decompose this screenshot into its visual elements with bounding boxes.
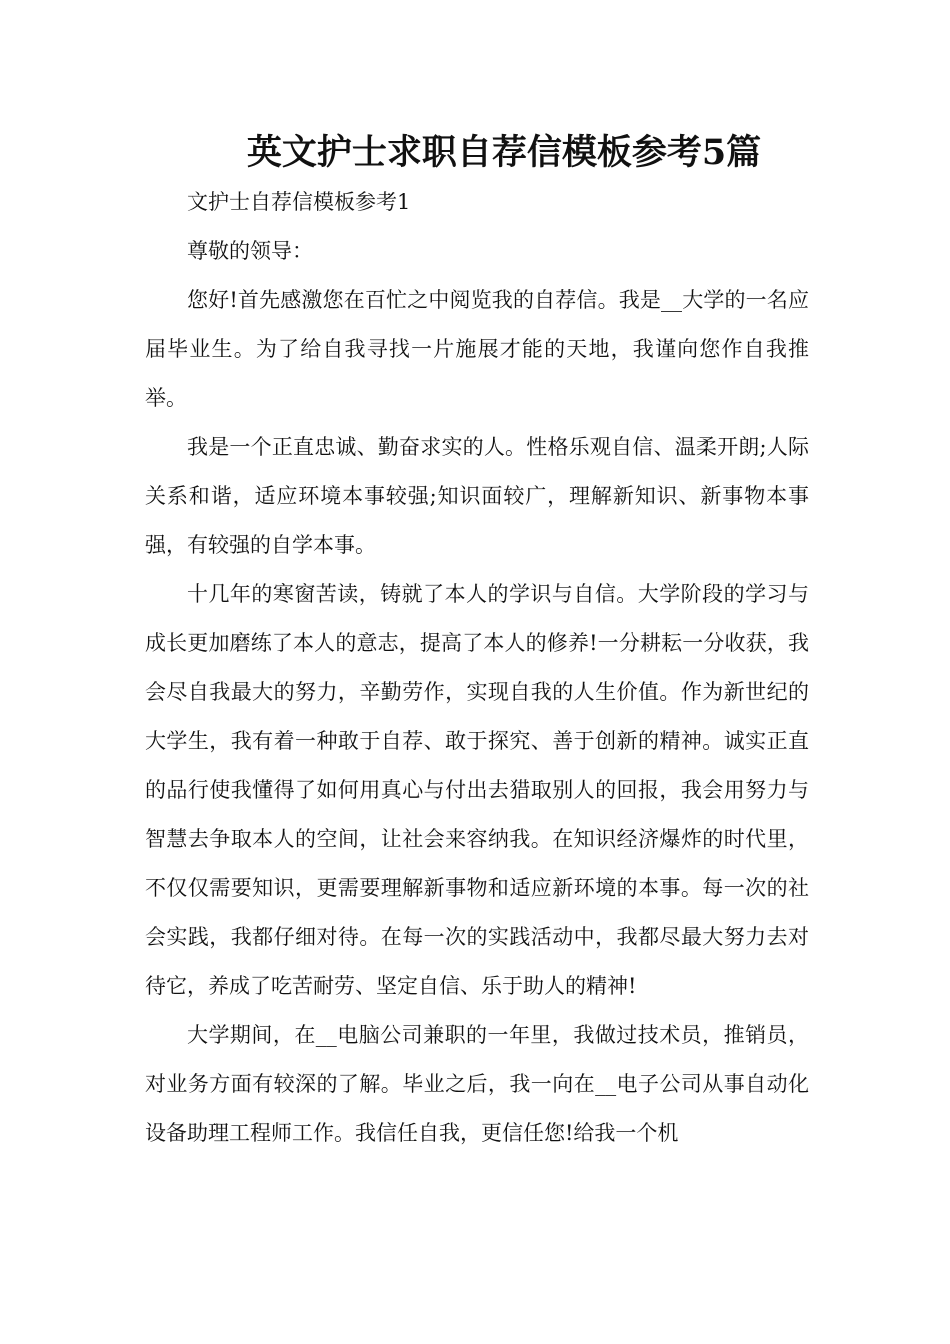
paragraph-education: 十几年的寒窗苦读，铸就了本人的学识与自信。大学阶段的学习与成长更加磨练了本人的意志，提高了本人的修养!一分耕耘一分收获，我会尽自我最大的努力，辛勤劳作，实现自我的人生价值。作为新世纪的大学生，我有着一种敢于自荐、敢于探究、善于创新的精神。诚实正直的品行使我懂得了如何用真心与付出去猎取别人的回报，我会用努力与智慧去争取本人的空间，让社会来容纳我。在知识经济爆炸的时代里，不仅仅需要知识，更需要理解新事物和适应新环境的本事。每一次的社会实践，我都仔细对待。在每一次的实践活动中，我都尽最大努力去对待它，养成了吃苦耐劳、坚定自信、乐于助人的精神! (145, 582, 809, 998)
paragraph-intro: 您好!首先感激您在百忙之中阅览我的自荐信。我是__大学的一名应届毕业生。为了给自我寻找一片施展才能的天地，我谨向您作自我推举。 (145, 288, 809, 410)
document-body (145, 178, 809, 1158)
salutation: 尊敬的领导： (187, 239, 313, 263)
section-heading: 文护士自荐信模板参考1 (187, 190, 411, 214)
paragraph-personality: 我是一个正直忠诚、勤奋求实的人。性格乐观自信、温柔开朗;人际关系和谐，适应环境本事较强;知识面较广，理解新知识、新事物本事强，有较强的自学本事。 (145, 435, 809, 557)
document-title: 英文护士求职自荐信模板参考5篇 (246, 132, 762, 173)
paragraph-experience: 大学期间，在__电脑公司兼职的一年里，我做过技术员，推销员，对业务方面有较深的了解。毕业之后，我一向在__电子公司从事自动化设备助理工程师工作。我信任自我，更信任您!给我一个机 (145, 1023, 809, 1145)
